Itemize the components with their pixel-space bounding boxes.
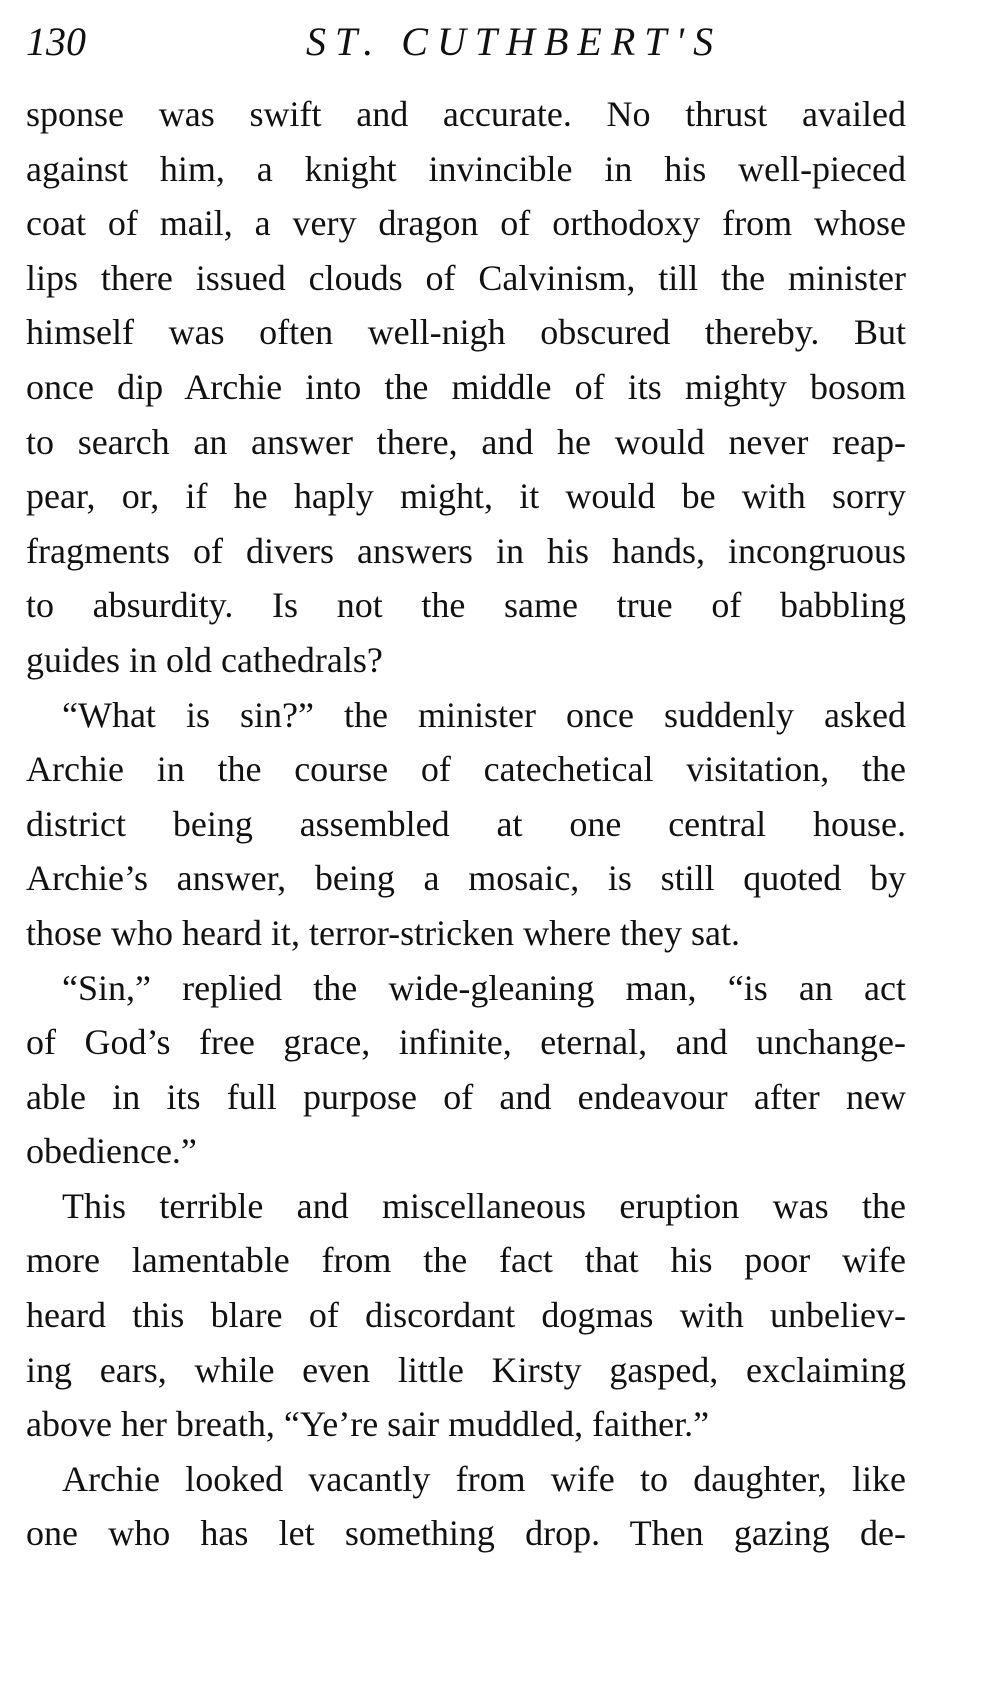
text-line: above her breath, “Ye’re sair muddled, faither.” xyxy=(26,1404,710,1445)
text-line: of God’s free grace, infinite, eternal, and unchange- xyxy=(26,1022,906,1063)
text-line: more lamentable from the fact that his poor wife xyxy=(26,1240,906,1281)
text-line: ing ears, while even little Kirsty gasped, exclaiming xyxy=(26,1349,906,1390)
text-line: pear, or, if he haply might, it would be with sorry xyxy=(26,476,906,517)
text-line: sponse was swift and accurate. No thrust availed xyxy=(26,94,906,134)
text-line: district being assembled at one central house. xyxy=(26,803,906,844)
page-number: 130 xyxy=(26,19,86,64)
text-line: This terrible and miscellaneous eruption was the xyxy=(62,1185,906,1226)
text-line: coat of mail, a very dragon of orthodoxy from whose xyxy=(26,203,906,244)
text-line: Archie looked vacantly from wife to daughter, like xyxy=(62,1458,906,1499)
text-line: “What is sin?” the minister once suddenly asked xyxy=(62,694,906,735)
text-line: “Sin,” replied the wide-gleaning man, “is an act xyxy=(62,967,906,1008)
body-text xyxy=(26,87,906,1561)
text-line: able in its full purpose of and endeavour after new xyxy=(26,1076,906,1117)
text-line: Archie in the course of catechetical visitation, the xyxy=(26,749,906,790)
text-line: fragments of divers answers in his hands, incongruous xyxy=(26,530,906,571)
page-header xyxy=(26,14,906,70)
running-head: ST. CUTHBERT'S xyxy=(306,19,723,64)
text-line: those who heard it, terror-stricken where they sat. xyxy=(26,912,741,953)
text-line: to absurdity. Is not the same true of babbling xyxy=(26,585,906,626)
text-line: lips there issued clouds of Calvinism, till the minister xyxy=(26,257,906,298)
text-line: Archie’s answer, being a mosaic, is still quoted by xyxy=(26,858,906,899)
text-line: heard this blare of discordant dogmas with unbeliev- xyxy=(26,1295,906,1336)
text-line: himself was often well-nigh obscured thereby. But xyxy=(26,312,906,353)
text-line: to search an answer there, and he would never reap- xyxy=(26,421,906,462)
text-line: guides in old cathedrals? xyxy=(26,639,383,680)
text-line: once dip Archie into the middle of its mighty bosom xyxy=(26,366,906,407)
text-line: one who has let something drop. Then gazing de- xyxy=(26,1513,906,1554)
text-line: against him, a knight invincible in his well-pieced xyxy=(26,148,906,189)
text-line: obedience.” xyxy=(26,1131,197,1172)
